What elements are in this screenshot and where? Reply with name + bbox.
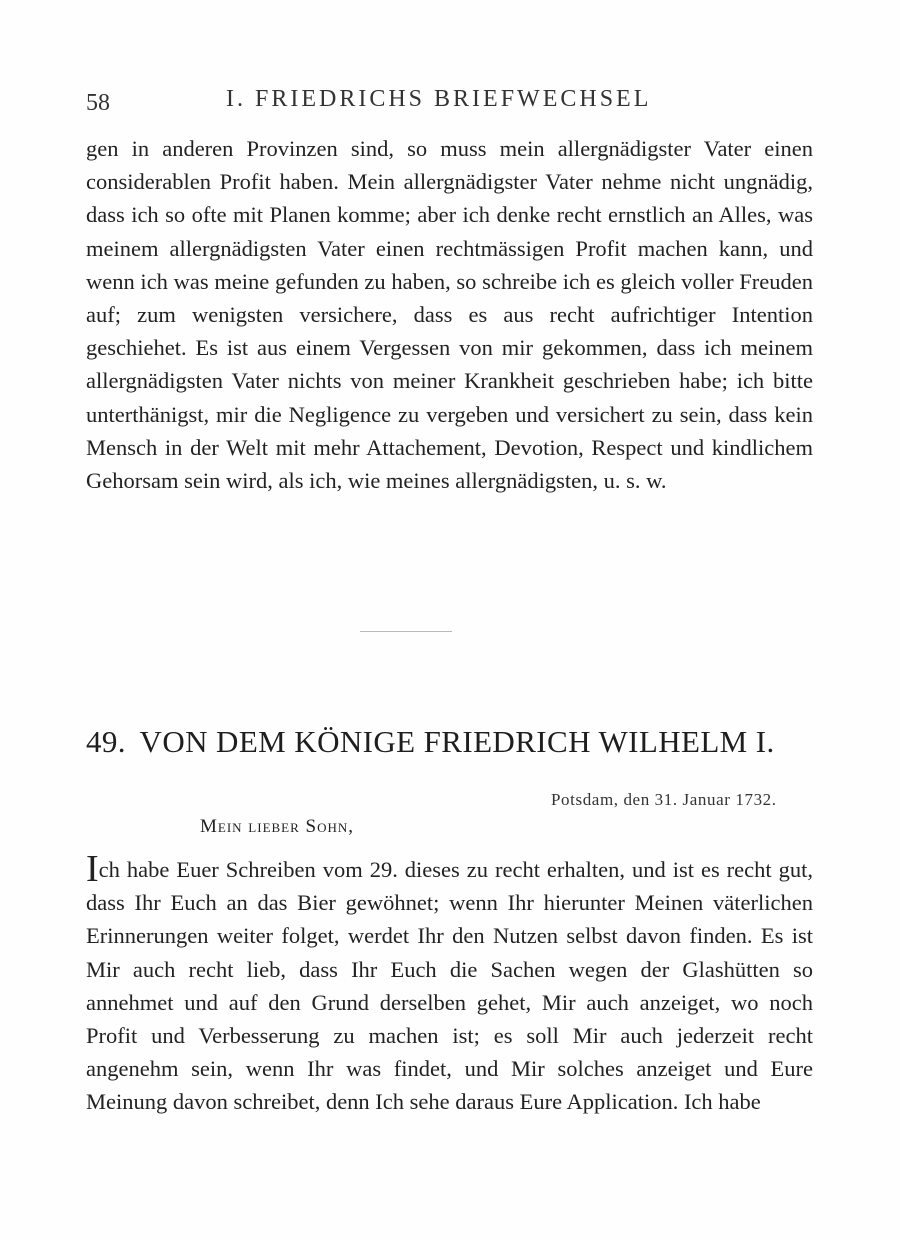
letter-body xyxy=(86,848,813,1119)
running-title: I. FRIEDRICHS BRIEFWECHSEL xyxy=(226,86,652,112)
letter-dateline: Potsdam, den 31. Januar 1732. xyxy=(551,790,777,809)
drop-initial: I xyxy=(86,848,99,890)
letter-body-text: ch habe Euer Schreiben vom 29. dieses zu recht erhalten, und ist es recht gut, dass Ihr Euch an das Bier gewöhnet; wenn Ihr hierunter Meinen väterlichen Erinnerungen weiter folget, werdet Ihr den Nutzen selbst davon finden. Es ist Mir auch recht lieb, dass Ihr Euch die Sachen wegen der Glashütten so annehmet und auf den Grund derselben gehet, Mir auch anzeiget, wo noch Profit und Verbesserung zu machen ist; es soll Mir auch jederzeit recht angenehm sein, wenn Ihr was findet, und Mir solches anzeiget und Eure Meinung davon schreibet, denn Ich sehe daraus Eure Application. Ich habe xyxy=(86,857,813,1115)
section-divider xyxy=(360,631,452,632)
running-head xyxy=(86,86,816,122)
previous-letter-paragraph: gen in anderen Provinzen sind, so muss mein allergnädigster Vater einen considerablen Profit haben. Mein allergnädigster Vater nehme nicht ungnädig, dass ich so ofte mit Planen komme; aber ich denke recht ernstlich an Alles, was meinem allergnädigsten Vater einen rechtmässigen Profit machen kann, und wenn ich was meine gefunden zu haben, so schreibe ich es gleich voller Freuden auf; zum wenigsten versichere, dass es aus recht aufrichtiger Intention geschiehet. Es ist aus einem Vergessen von mir gekommen, dass ich meinem allergnädigsten Vater nichts von meiner Krankheit geschrieben habe; ich bitte unterthänigst, mir die Negligence zu vergeben und versichert zu sein, dass kein Mensch in der Welt mit mehr Attachement, Devotion, Respect und kindlichem Gehorsam sein wird, als ich, wie meines allergnädigsten, u. s. w. xyxy=(86,136,813,494)
page-number: 58 xyxy=(86,90,110,116)
previous-letter-text xyxy=(86,132,813,497)
letter-salutation: Mein lieber Sohn, xyxy=(200,816,355,837)
letter-paragraph xyxy=(86,848,813,1119)
letter-number: 49. xyxy=(86,724,126,759)
letter-title: VON DEM KÖNIGE FRIEDRICH WILHELM I. xyxy=(139,724,775,759)
letter-heading xyxy=(86,724,826,760)
